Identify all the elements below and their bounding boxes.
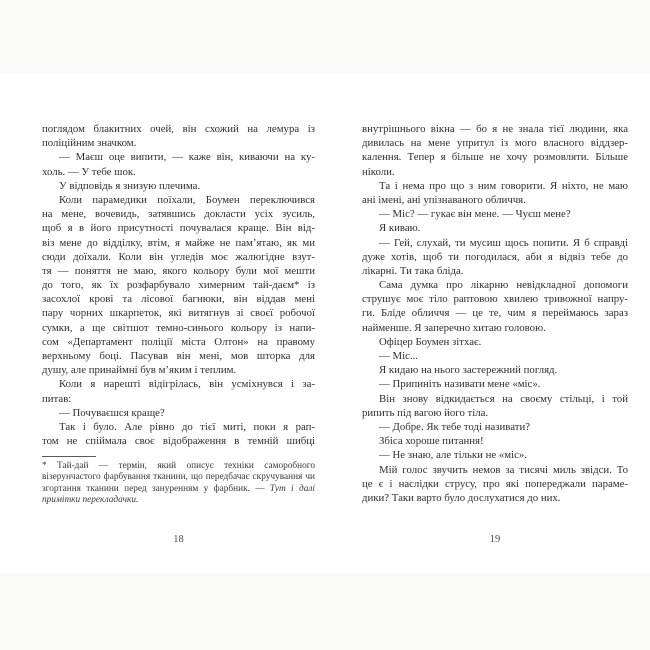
- text-line: лікарні. Ти така бліда.: [362, 264, 464, 277]
- page-left-text: [42, 122, 315, 448]
- text-line: — Маєш оце випити, — каже він, киваючи на ку-: [59, 151, 315, 164]
- text-line: питав:: [42, 392, 72, 405]
- text-line: Мій голос звучить немов за тисячі миль звідси. То: [379, 463, 628, 476]
- footnote-regular-text: * Тай-дай — термін, який описує техніки саморобного візерунчастого фарбування тканини, що передбачає скручування чи згортання тканини перед зануренням у фарбник. —: [42, 461, 315, 494]
- text-line: внутрішнього вікна — бо я не знала тієї людини, яка: [362, 123, 628, 135]
- text-line: калення. Тепер я більше не хочу розмовляти. Більше: [362, 151, 628, 164]
- text-line: Збіса хороше питання!: [379, 435, 484, 448]
- text-line: поліційним значком.: [42, 137, 137, 150]
- text-line: віз мене до відділку, втім, я майже не пам’ятаю, як ми: [42, 236, 315, 249]
- text-line: Коли парамедики поїхали, Боумен переключився: [59, 193, 315, 206]
- text-line: засохлої крові та лісової багнюки, він віддав мені: [42, 293, 315, 306]
- text-line: Так і було. Але рівно до тієї миті, поки я рап-: [59, 420, 315, 433]
- text-line: струшує моє тіло раптовою хвилею тривожної напру-: [362, 293, 628, 306]
- text-line: — Припиніть називати мене «міс».: [379, 378, 541, 391]
- text-line: верхньому боці. Пасував він мені, мов шторка для: [42, 350, 315, 362]
- page-number-left: 18: [173, 534, 184, 545]
- text-line: — Гей, слухай, ти мусиш щось попити. Я б справді: [379, 236, 628, 249]
- text-line: ніколи.: [362, 165, 395, 178]
- text-line: ані імені, ані упізнаваного обличчя.: [362, 193, 526, 206]
- text-line: поглядом блакитних очей, він схожий на лемура із: [42, 123, 315, 135]
- text-line: — Не знаю, але тільки не «міс».: [379, 449, 527, 462]
- text-line: на мене, вочевидь, затявшись докласти усіх зусиль,: [42, 208, 315, 221]
- text-line: сумки, а ще світшот темно-синього кольору із напи-: [42, 321, 315, 334]
- background-strip-top: [0, 0, 650, 73]
- text-line: щоб я в його присутності почувалася краще. Він від-: [42, 222, 315, 235]
- text-line: Та і нема про що з ним говорити. Я ніхто, не маю: [379, 179, 628, 192]
- text-line: тя — поняття не маю, якого кольору були мої мешти: [42, 264, 315, 277]
- text-line: холь. — У тебе шок.: [42, 165, 136, 178]
- text-line: — Міс? — гукає він мене. — Чуєш мене?: [379, 208, 571, 221]
- text-line: дивилась на мене упритул із мого власного віддзер-: [362, 137, 628, 150]
- text-line: ги. Бліде обличчя — це те, чим я переймаюсь зараз: [362, 307, 628, 320]
- background-strip-bottom: [0, 573, 650, 650]
- text-line: — Міс...: [379, 350, 418, 362]
- text-line: сом «Департамент поліції міста Олтон» на правому: [42, 335, 315, 348]
- text-line: Сама думка про лікарню невідкладної допомоги: [379, 279, 628, 292]
- text-line: дики? Таки варто було дослухатися до них.: [362, 491, 561, 504]
- footnote-rule: [42, 456, 96, 457]
- footnote: [42, 456, 315, 507]
- footnote-italic-text: Тут і далі примітки перекладачки.: [42, 483, 315, 506]
- text-line: найменше. Я заперечно хитаю головою.: [362, 321, 546, 334]
- text-line: сюди доїхали. Коли він угледів моє жалюгідне взут-: [42, 250, 315, 263]
- text-line: Офіцер Боумен зітхає.: [379, 335, 482, 348]
- text-line: Я кидаю на нього застережний погляд.: [379, 364, 558, 377]
- footnote-text: [42, 461, 315, 507]
- text-line: Коли я нарешті відігрілась, він усміхнувся і за-: [59, 378, 315, 391]
- text-line: душу, але принаймні був м’яким і теплим.: [42, 364, 237, 377]
- text-line: том не спіймала своє відображення в темній шибці: [42, 435, 315, 448]
- text-line: до того, як їх розфарбувало химерним тай-даєм* із: [42, 279, 315, 292]
- text-line: дуже хотів, щоб ти погодилася, аби я відвіз тебе до: [362, 250, 628, 263]
- text-line: Він знову відкидається на своєму стільці, і той: [379, 392, 628, 405]
- text-line: — Почуваєшся краще?: [59, 406, 165, 419]
- page-number-right: 19: [489, 534, 501, 545]
- text-line: це є і наслідки струсу, про які попереджали параме-: [362, 477, 628, 490]
- text-line: пару чорних шкарпеток, які витягнув зі своєї робочої: [42, 307, 315, 320]
- page-right-text: [362, 122, 628, 505]
- text-line: Я киваю.: [379, 222, 421, 235]
- text-line: У відповідь я знизую плечима.: [59, 179, 201, 192]
- text-line: рипить під вагою його тіла.: [362, 406, 489, 419]
- text-line: — Добре. Як тебе тоді називати?: [379, 420, 531, 433]
